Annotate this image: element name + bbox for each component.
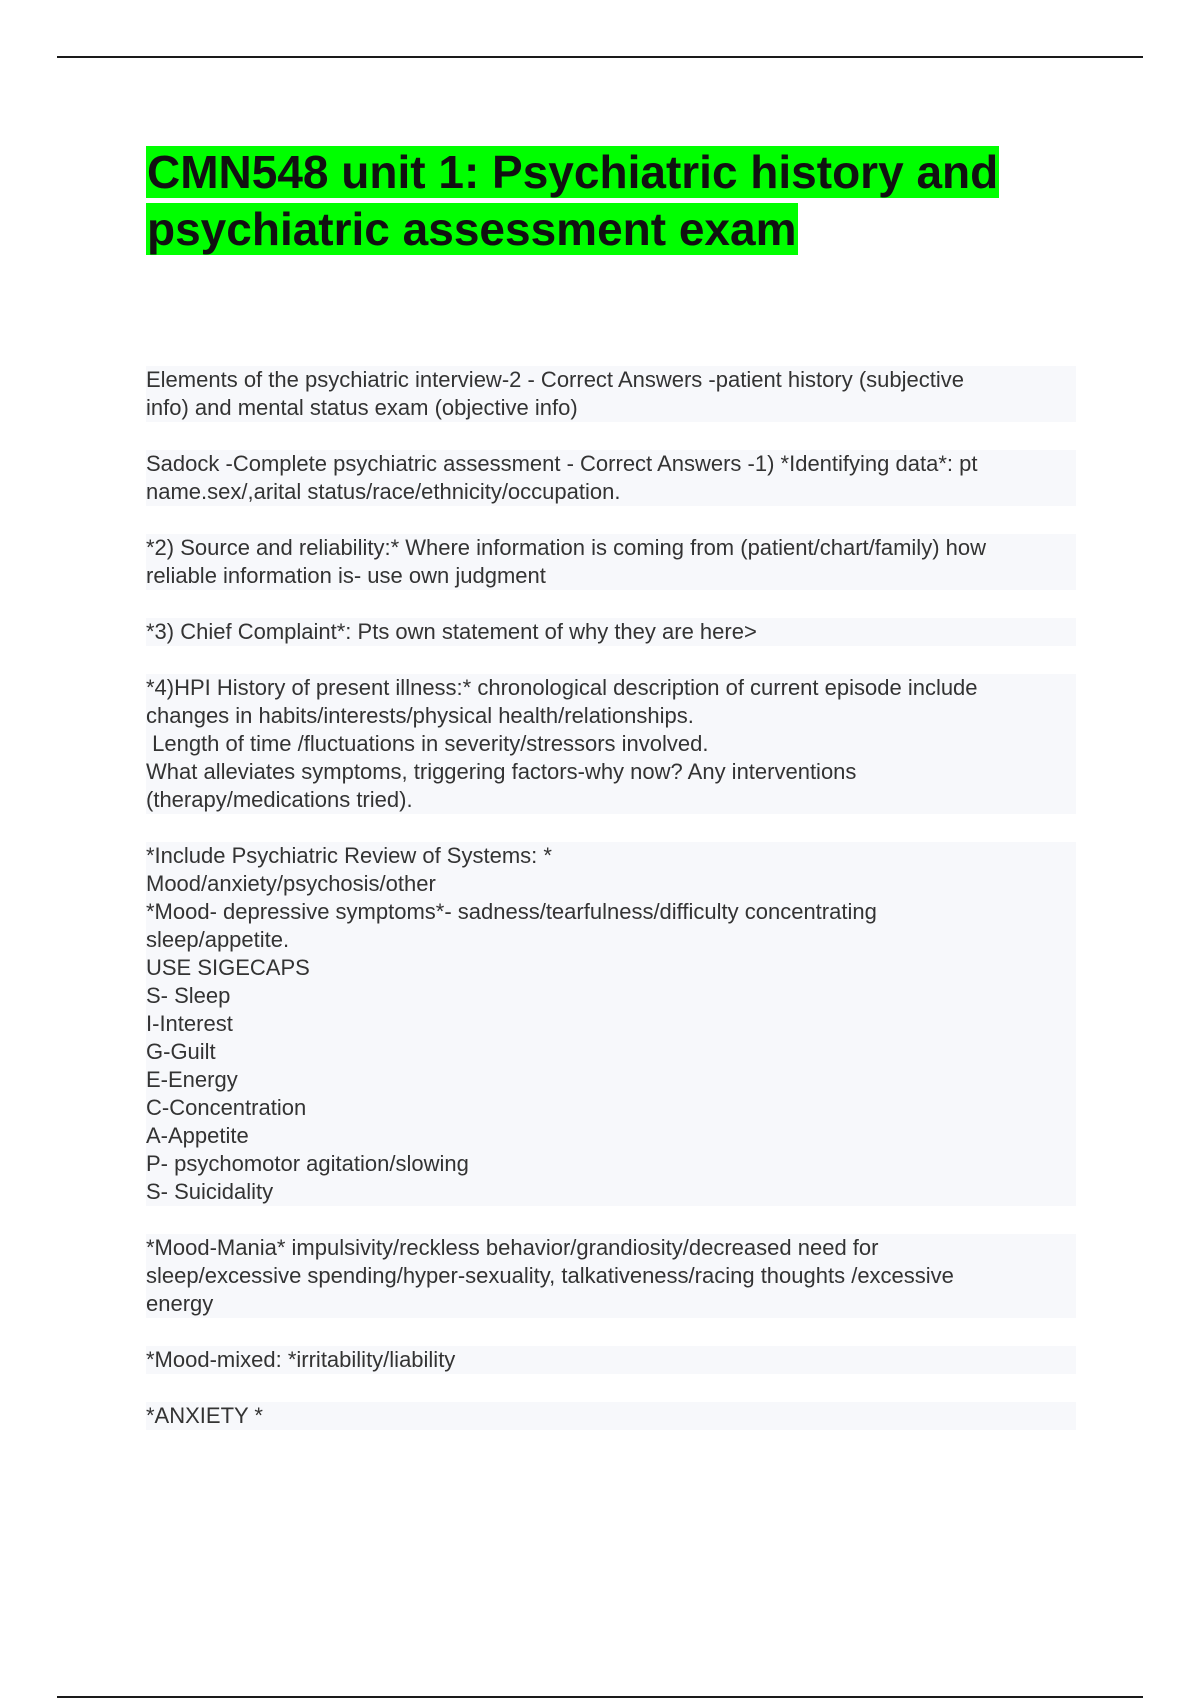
text-line: name.sex/,arital status/race/ethnicity/occupation. <box>146 478 1076 506</box>
text-line: info) and mental status exam (objective info) <box>146 394 1076 422</box>
paragraph-interview-elements <box>146 366 1076 422</box>
paragraph-chief-complaint <box>146 618 1076 646</box>
paragraph-anxiety <box>146 1402 1076 1430</box>
paragraph-mood-mania <box>146 1234 1076 1318</box>
document-title <box>146 144 1106 258</box>
sigecaps-item: S- Sleep <box>146 982 1076 1010</box>
sigecaps-item: A-Appetite <box>146 1122 1076 1150</box>
title-line-1: CMN548 unit 1: Psychiatric history and <box>147 146 999 198</box>
sigecaps-item: P- psychomotor agitation/slowing <box>146 1150 1076 1178</box>
text-line: *ANXIETY * <box>146 1402 1076 1430</box>
text-line: *Mood-mixed: *irritability/liability <box>146 1346 1076 1374</box>
text-line: *Mood-Mania* impulsivity/reckless behavior/grandiosity/decreased need for <box>146 1234 1076 1262</box>
text-line: USE SIGECAPS <box>146 954 1076 982</box>
text-line: Mood/anxiety/psychosis/other <box>146 870 1076 898</box>
text-line: energy <box>146 1290 1076 1318</box>
sigecaps-item: E-Energy <box>146 1066 1076 1094</box>
sigecaps-item: C-Concentration <box>146 1094 1076 1122</box>
text-line: *2) Source and reliability:* Where information is coming from (patient/chart/family) how <box>146 534 1076 562</box>
bottom-divider <box>57 1696 1143 1698</box>
sigecaps-item: I-Interest <box>146 1010 1076 1038</box>
text-line: (therapy/medications tried). <box>146 786 1076 814</box>
sigecaps-item: G-Guilt <box>146 1038 1076 1066</box>
text-line: reliable information is- use own judgment <box>146 562 1076 590</box>
text-line: Length of time /fluctuations in severity/stressors involved. <box>146 730 1076 758</box>
title-line-2: psychiatric assessment exam <box>147 203 797 255</box>
text-line: *4)HPI History of present illness:* chronological description of current episode include <box>146 674 1076 702</box>
paragraph-mood-mixed <box>146 1346 1076 1374</box>
text-line: changes in habits/interests/physical health/relationships. <box>146 702 1076 730</box>
text-line: sleep/appetite. <box>146 926 1076 954</box>
paragraph-review-of-systems <box>146 842 1076 1206</box>
top-divider <box>57 56 1143 58</box>
paragraph-source-reliability <box>146 534 1076 590</box>
text-line: What alleviates symptoms, triggering factors-why now? Any interventions <box>146 758 1076 786</box>
text-line: Sadock -Complete psychiatric assessment - Correct Answers -1) *Identifying data*: pt <box>146 450 1076 478</box>
text-line: sleep/excessive spending/hyper-sexuality, talkativeness/racing thoughts /excessive <box>146 1262 1076 1290</box>
document-body <box>146 366 1076 1458</box>
text-line: Elements of the psychiatric interview-2 - Correct Answers -patient history (subjective <box>146 366 1076 394</box>
sigecaps-item: S- Suicidality <box>146 1178 1076 1206</box>
text-line: *Mood- depressive symptoms*- sadness/tearfulness/difficulty concentrating <box>146 898 1076 926</box>
text-line: *3) Chief Complaint*: Pts own statement of why they are here> <box>146 618 1076 646</box>
paragraph-complete-assessment <box>146 450 1076 506</box>
text-line: *Include Psychiatric Review of Systems: * <box>146 842 1076 870</box>
paragraph-hpi <box>146 674 1076 814</box>
